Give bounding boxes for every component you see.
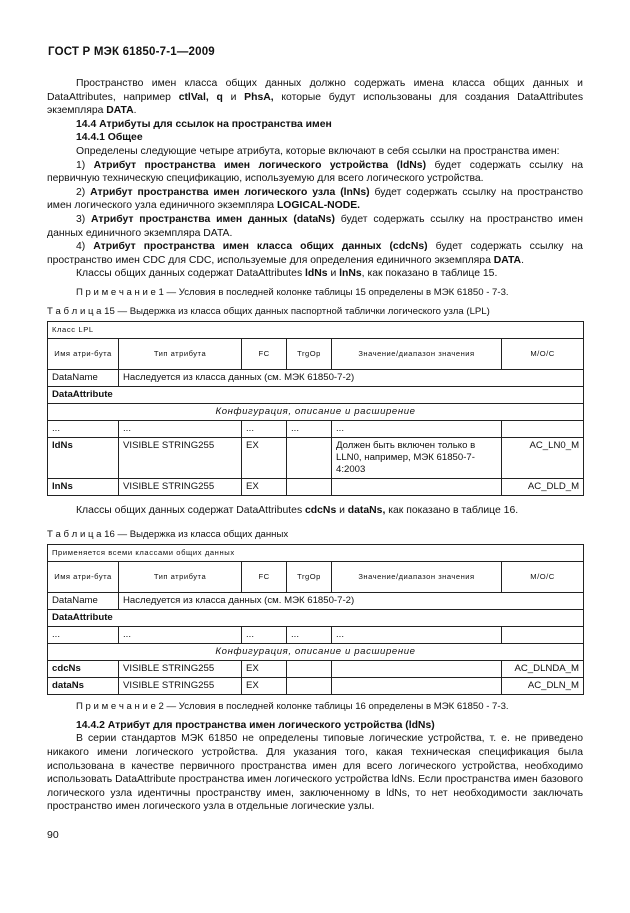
table16-caption: Т а б л и ц а 16 — Выдержка из класса общих данных	[47, 528, 289, 540]
table-row: dataNs VISIBLE STRING255 EX AC_DLN_M	[48, 678, 584, 695]
note-2: П р и м е ч а н и е 2 — Условия в последней колонке таблицы 16 определены в МЭК 61850 - 7-3.	[76, 701, 509, 713]
page-body	[47, 77, 583, 814]
heading-14-4-2: 14.4.2 Атрибут для пространства имен логического устройства (ldNs)	[76, 719, 435, 731]
table-section-row: Конфигурация, описание и расширение	[48, 404, 584, 421]
table-row: DataAttribute	[48, 387, 584, 404]
running-header: ГОСТ Р МЭК 61850-7-1—2009	[48, 46, 215, 58]
table-row: DataAttribute	[48, 610, 584, 627]
table-row: DataName Наследуется из класса данных (см. МЭК 61850-7-2)	[48, 593, 584, 610]
list-item: 3) Атрибут пространства имен данных (dataNs) будет содержать ссылку на пространство имен данных единичного экземпляра DATA.	[47, 213, 583, 239]
table-row: ... ... ... ... ...	[48, 421, 584, 438]
table-15	[47, 321, 584, 496]
table-header-row: Имя атри-бута Тип атрибута FC TrgOp Значение/диапазон значения M/O/C	[48, 562, 584, 593]
heading-14-4-1: 14.4.1 Общее	[76, 132, 143, 144]
table-section-row: Конфигурация, описание и расширение	[48, 644, 584, 661]
table-class-row: Класс LPL	[48, 322, 584, 339]
list-item: 4) Атрибут пространства имен класса общих данных (cdcNs) будет содержать ссылку на пространство имен CDC для CDC, используемые для определения единичного экземпляра DATA.	[47, 241, 583, 266]
table-16	[47, 544, 584, 695]
page-number: 90	[47, 829, 59, 841]
table15-reference: Классы общих данных содержат DataAttributes ldNs и lnNs, как показано в таблице 15.	[76, 268, 498, 280]
intro-paragraph: Определены следующие четыре атрибута, которые включают в себя ссылки на пространства имен:	[76, 145, 560, 157]
table15-caption: Т а б л и ц а 15 — Выдержка из класса общих данных паспортной таблички логического узла (LPL)	[47, 305, 490, 317]
list-item: 1) Атрибут пространства имен логического устройства (ldNs) будет содержать ссылку на первичную техническую спецификацию, используемую для всего логического устройства.	[47, 159, 583, 185]
table16-reference: Классы общих данных содержат DataAttributes cdcNs и dataNs, как показано в таблице 16.	[76, 505, 519, 517]
note-1: П р и м е ч а н и е 1 — Условия в последней колонке таблицы 15 определены в МЭК 61850 - 7-3.	[76, 286, 509, 298]
table-row: ldNs VISIBLE STRING255 EX Должен быть включен только в LLN0, например, МЭК 61850-7-4:2003 AC_LN0_M	[48, 438, 584, 479]
table-header-row: Имя атри-бута Тип атрибута FC TrgOp Значение/диапазон значения M/O/C	[48, 339, 584, 370]
table-row: lnNs VISIBLE STRING255 EX AC_DLD_M	[48, 479, 584, 496]
heading-14-4: 14.4 Атрибуты для ссылок на пространства имен	[76, 118, 332, 130]
table-class-row: Применяется всеми классами общих данных	[48, 545, 584, 562]
table-row: DataName Наследуется из класса данных (см. МЭК 61850-7-2)	[48, 370, 584, 387]
para-namespace-cdc: Пространство имен класса общих данных должно содержать имена класса общих данных и DataAttributes, например ctlVal, q и PhsA, которые будут использованы для создания DataAttributes экземпляра DATA.	[47, 78, 584, 117]
table-row: cdcNs VISIBLE STRING255 EX AC_DLNDA_M	[48, 661, 584, 678]
final-paragraph: В серии стандартов МЭК 61850 не определены типовые логические устройства, т. е. не приведено никакого имени логического устройства. Для указания того, какая техническая спецификация была использована в качестве первичного пространства имен для всего логического устройства, необходимо использовать DataAttribute пространства имен логического устройства ldNs. Если пространства имен базового логического узла идентичны пространству имен, заключенному в ldNs, то нет необходимости заключать пространство имен логического узла в отдельные логические узлы.	[47, 733, 583, 813]
list-item: 2) Атрибут пространства имен логического узла (lnNs) будет содержать ссылку на пространство имен логического узла единичного экземпляра LOGICAL-NODE.	[47, 186, 583, 212]
table-row: ... ... ... ... ...	[48, 627, 584, 644]
